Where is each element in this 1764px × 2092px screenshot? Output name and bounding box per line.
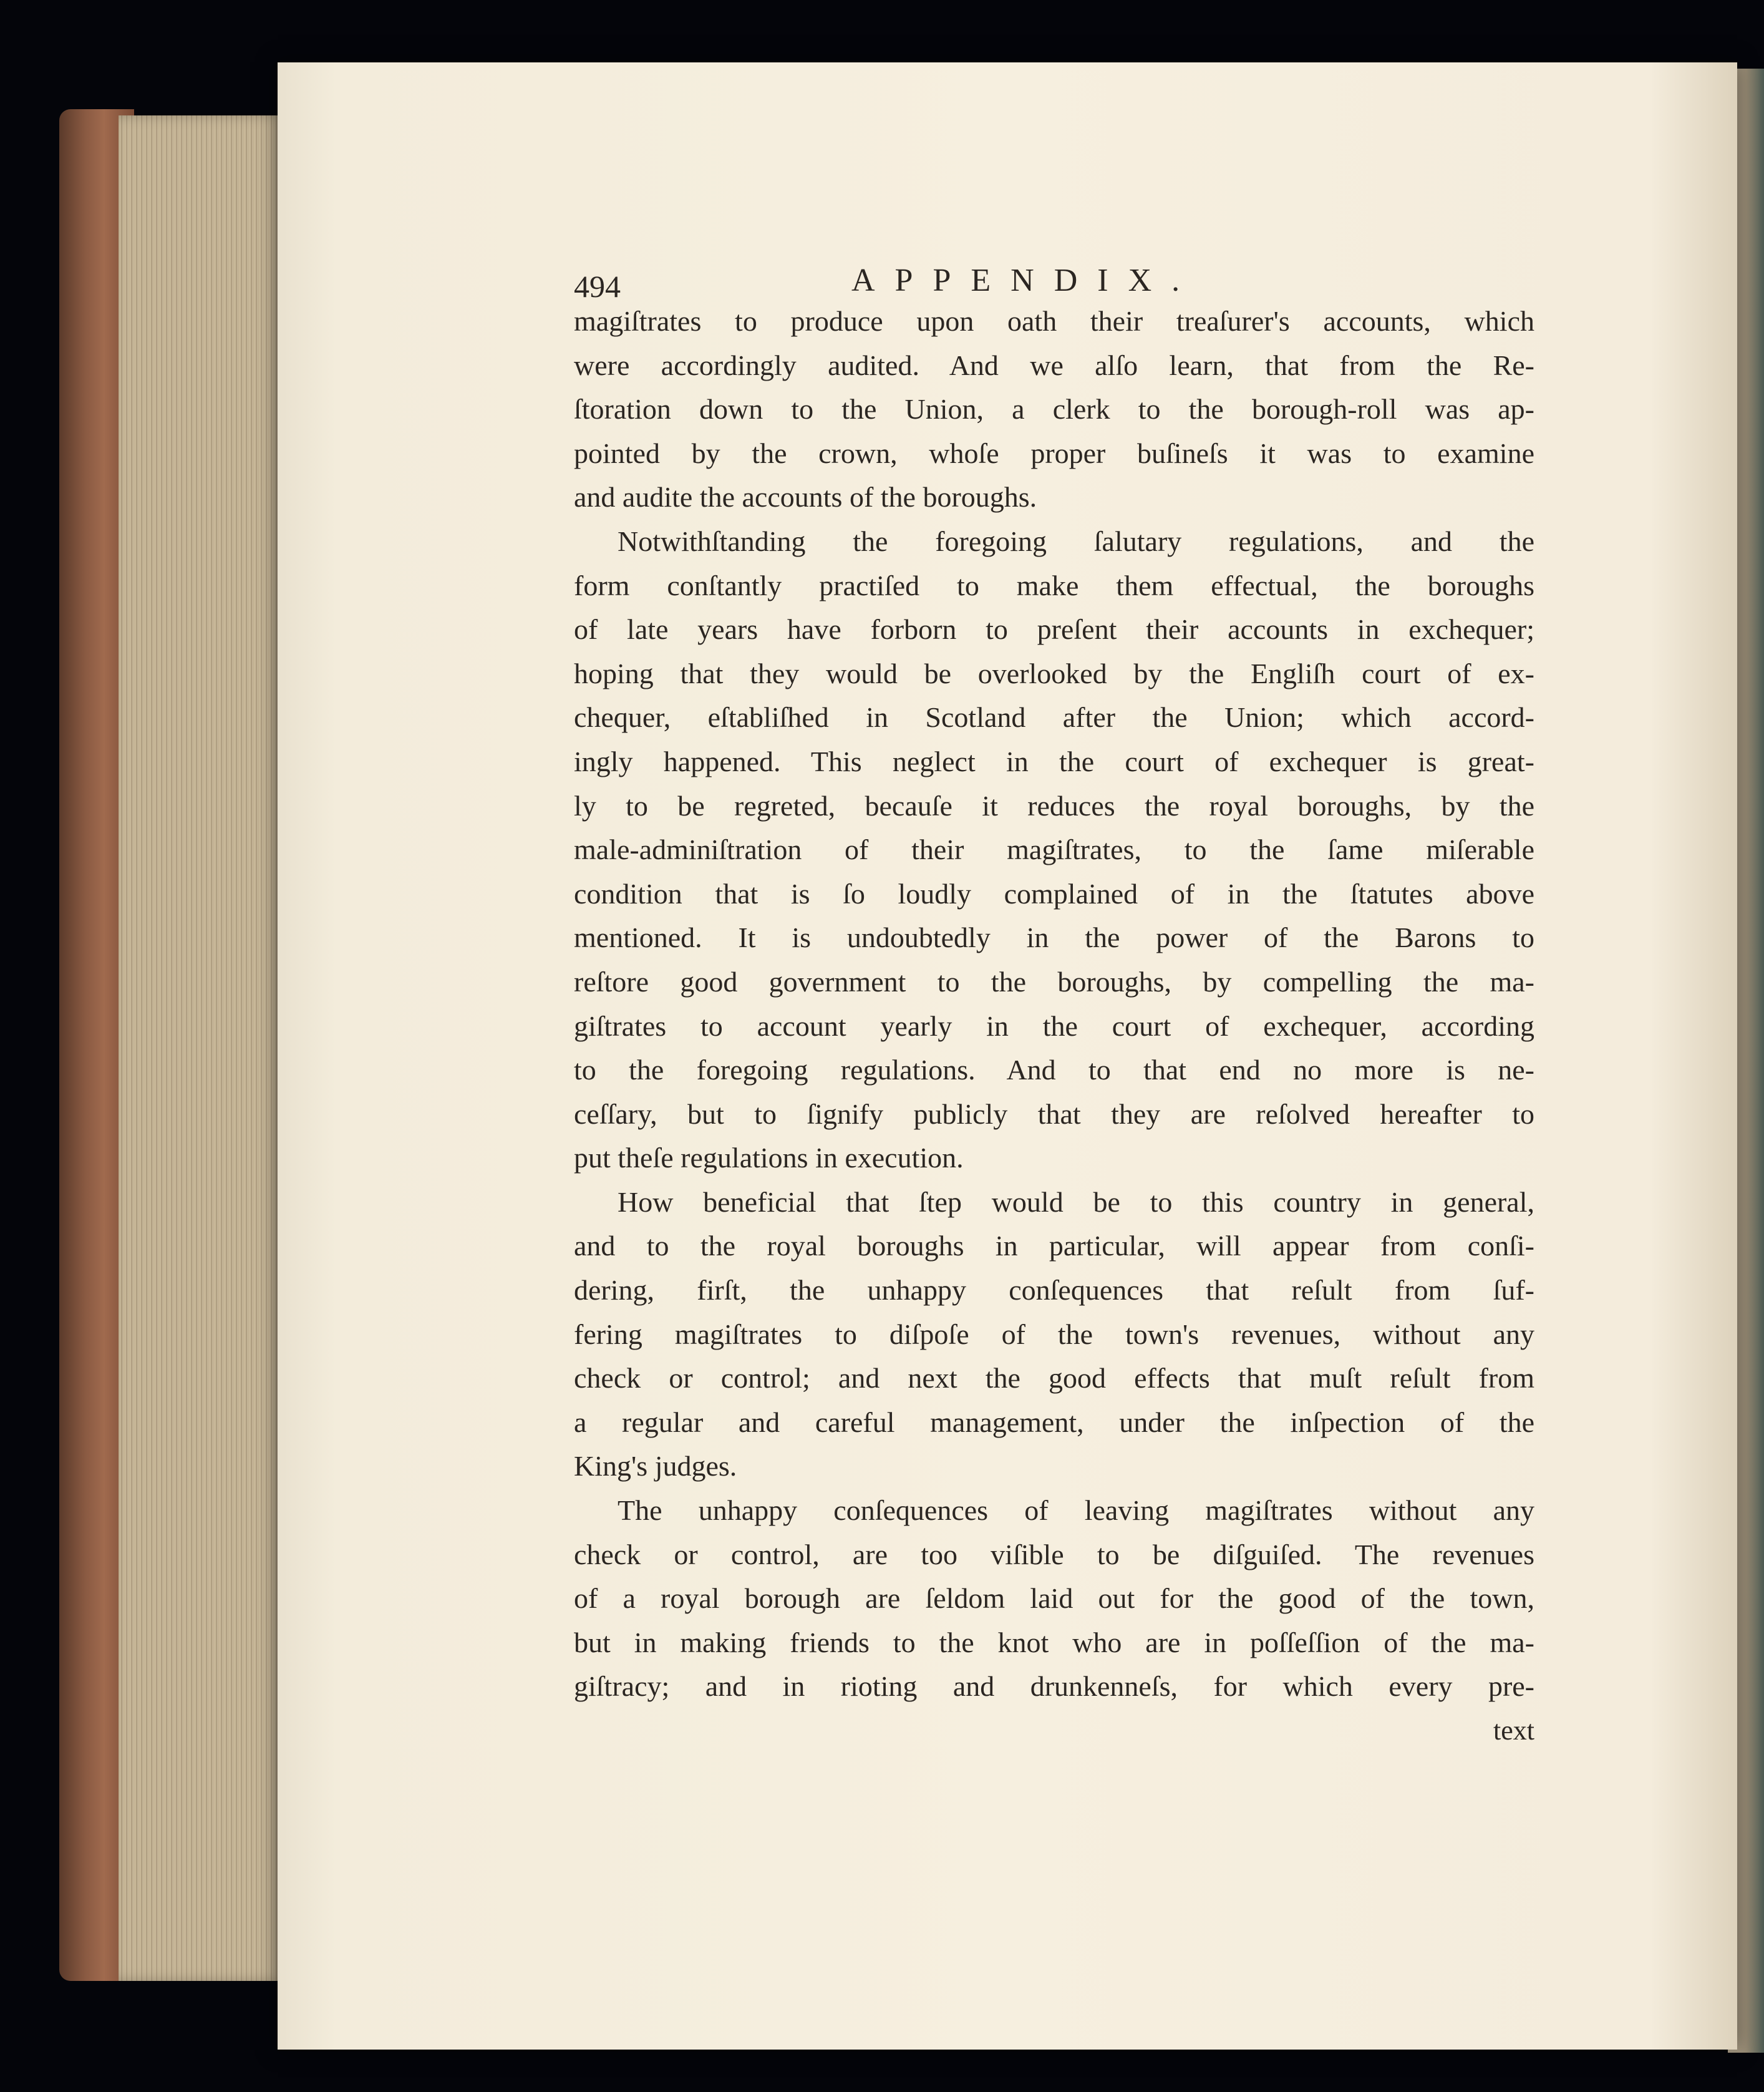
text-line: giſtrates to account yearly in the court of exchequer, according: [574, 1010, 1534, 1042]
text-line: ſtoration down to the Union, a clerk to the borough-roll was ap-: [574, 393, 1534, 426]
text-line: check or control, are too viſible to be diſguiſed. The revenues: [574, 1538, 1534, 1570]
text-line: a regular and careful management, under the inſpection of the: [574, 1406, 1534, 1438]
text-line: of late years have forborn to preſent their accounts in exchequer;: [574, 613, 1534, 646]
text-line: were accordingly audited. And we alſo learn, that from the Re-: [574, 349, 1534, 381]
text-line: form conſtantly practiſed to make them effectual, the boroughs: [574, 569, 1534, 601]
catchword: text: [1493, 1715, 1534, 1746]
text-line: magiſtrates to produce upon oath their treaſurer's accounts, which: [574, 305, 1534, 337]
text-line: The unhappy conſequences of leaving magiſtrates without any: [618, 1494, 1534, 1527]
text-line: chequer, eſtabliſhed in Scotland after the Union; which accord-: [574, 701, 1534, 734]
text-line: and audite the accounts of the boroughs.: [574, 481, 1037, 513]
text-line: fering magiſtrates to diſpoſe of the town's revenues, without any: [574, 1318, 1534, 1350]
text-line: put theſe regulations in execution.: [574, 1142, 964, 1174]
text-line: giſtracy; and in rioting and drunkenneſs, for which every pre-: [574, 1670, 1534, 1703]
text-line: How beneficial that ſtep would be to this country in general,: [618, 1185, 1534, 1218]
page-fore-edge: [119, 115, 284, 1981]
text-line: male-adminiſtration of their magiſtrates, to the ſame miſerable: [574, 834, 1534, 866]
text-line: ly to be regreted, becauſe it reduces the royal boroughs, by the: [574, 789, 1534, 822]
paragraph: [574, 1489, 1534, 1709]
text-line: of a royal borough are ſeldom laid out for the good of the town,: [574, 1582, 1534, 1615]
paragraph: [574, 520, 1534, 1180]
text-line: to the foregoing regulations. And to that end no more is ne-: [574, 1054, 1534, 1086]
running-title: APPENDIX.: [851, 263, 1200, 298]
text-line: pointed by the crown, whoſe proper buſineſs it was to examine: [574, 437, 1534, 469]
text-line: but in making friends to the knot who are in poſſeſſion of the ma-: [574, 1626, 1534, 1658]
paragraph: [574, 299, 1534, 520]
text-line: reſtore good government to the boroughs, by compelling the ma-: [574, 965, 1534, 998]
text-line: hoping that they would be overlooked by the Engliſh court of ex-: [574, 657, 1534, 689]
page-number: 494: [574, 269, 621, 304]
text-line: Notwithſtanding the foregoing ſalutary regulations, and the: [618, 525, 1534, 557]
text-line: and to the royal boroughs in particular, will appear from conſi-: [574, 1230, 1534, 1262]
text-line: dering, firſt, the unhappy conſequences that reſult from ſuf-: [574, 1274, 1534, 1306]
paragraph: [574, 1180, 1534, 1489]
page-content: [574, 256, 1534, 1753]
body-text: [574, 299, 1534, 1709]
text-line: condition that is ſo loudly complained of in the ſtatutes above: [574, 877, 1534, 910]
text-line: King's judges.: [574, 1450, 737, 1482]
text-line: check or control; and next the good effects that muſt reſult from: [574, 1362, 1534, 1394]
text-line: mentioned. It is undoubtedly in the power of the Barons to: [574, 922, 1534, 954]
text-line: ceſſary, but to ſignify publicly that they are reſolved hereafter to: [574, 1097, 1534, 1130]
text-line: ingly happened. This neglect in the court of exchequer is great-: [574, 745, 1534, 777]
page-header: [574, 256, 1534, 304]
